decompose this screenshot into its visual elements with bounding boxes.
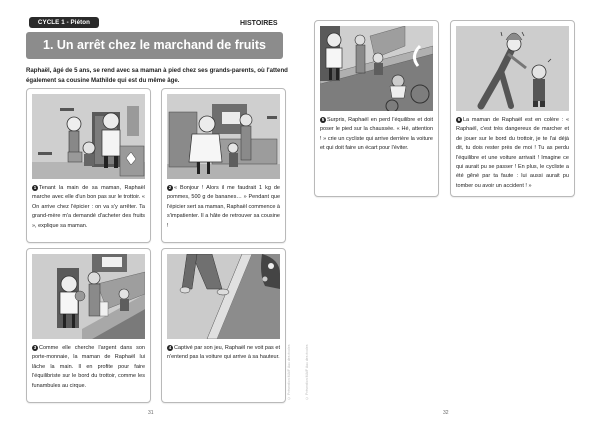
story-panel-6: [450, 20, 575, 197]
panel-caption: [456, 116, 569, 191]
panel-caption: [320, 116, 433, 154]
illustration-car-approaching-curb: [167, 254, 280, 339]
copyright-notice-right: © Prévention MAIF Aux des écoles: [305, 344, 309, 400]
step-number-badge: 3: [33, 344, 37, 350]
illustration-mother-scolding-boy: [456, 26, 569, 111]
section-label: HISTOIRES: [240, 20, 278, 27]
story-panel-3: [26, 248, 151, 403]
cycle-badge: CYCLE 1 - Piéton: [29, 17, 99, 28]
intro-paragraph: Raphaël, âgé de 5 ans, se rend avec sa maman à pied chez ses grands-parents, où l'attend également sa cousine Mathilde qui est du même âge.: [26, 67, 288, 84]
caption-text: « Bonjour ! Alors il me faudrait 1 kg de pommes, 500 g de bananes… » Pendant que l'épicier sert sa maman, Raphaël commence à s'impatienter. Il a hâte de retrouver sa cousine !: [167, 185, 280, 229]
panel-caption: [32, 344, 145, 391]
caption-text: La maman de Raphaël est en colère : « Raphaël, c'est très dangereux de marcher et de jouer sur le bord du trottoir, je te l'ai déjà dit, tu dois rester près de moi ! Tu as perdu l'équilibre et une voiture arrivait ! Imagine ce qui aurait pu se passer ! En plus, le cycliste a été gêné par ta faute : lui aussi aurait pu tomber ou avoir un accident ! »: [456, 117, 569, 189]
page-number-left: 31: [148, 410, 154, 416]
panel-caption: [167, 184, 280, 231]
step-number-badge: 5: [321, 116, 325, 122]
caption-text: Comme elle cherche l'argent dans son porte-monnaie, la maman de Raphaël lui lâche la main. Il en profite pour faire l'équilibriste sur le bord du trottoir, comme les funambules au cirque.: [32, 345, 145, 389]
story-panel-5: [314, 20, 439, 197]
story-panel-2: [161, 88, 286, 243]
step-number-badge: 2: [168, 184, 172, 190]
panel-caption: [32, 184, 145, 231]
illustration-boy-balancing-on-curb: [32, 254, 145, 339]
panel-caption: [167, 344, 280, 363]
illustration-mother-and-boy-at-grocer: [32, 94, 145, 179]
caption-text: Captivé par son jeu, Raphaël ne voit pas et n'entend pas la voiture qui arrive à sa hauteur.: [167, 345, 280, 361]
page-number-right: 32: [443, 410, 449, 416]
story-panel-1: [26, 88, 151, 243]
caption-text: Surpris, Raphaël en perd l'équilibre et doit poser le pied sur la chaussée. « Hé, attention ! » crie un cycliste qui arrive derrière la voiture et qui doit faire un écart pour l'éviter.: [320, 117, 433, 152]
illustration-cyclist-swerving: [320, 26, 433, 111]
step-number-badge: 4: [168, 344, 172, 350]
step-number-badge: 6: [457, 116, 461, 122]
caption-text: Tenant la main de sa maman, Raphaël marche avec elle d'un bon pas sur le trottoir. « On arrive chez l'épicier : on va s'y arrêter. Ta grand-mère m'a demandé d'acheter des fruits », explique sa maman.: [32, 185, 145, 229]
page-title: 1. Un arrêt chez le marchand de fruits: [26, 32, 283, 59]
illustration-grocer-serving-mother: [167, 94, 280, 179]
step-number-badge: 1: [33, 184, 37, 190]
story-panel-4: [161, 248, 286, 403]
copyright-notice-left: © Prévention MAIF Aux des écoles: [287, 344, 291, 400]
